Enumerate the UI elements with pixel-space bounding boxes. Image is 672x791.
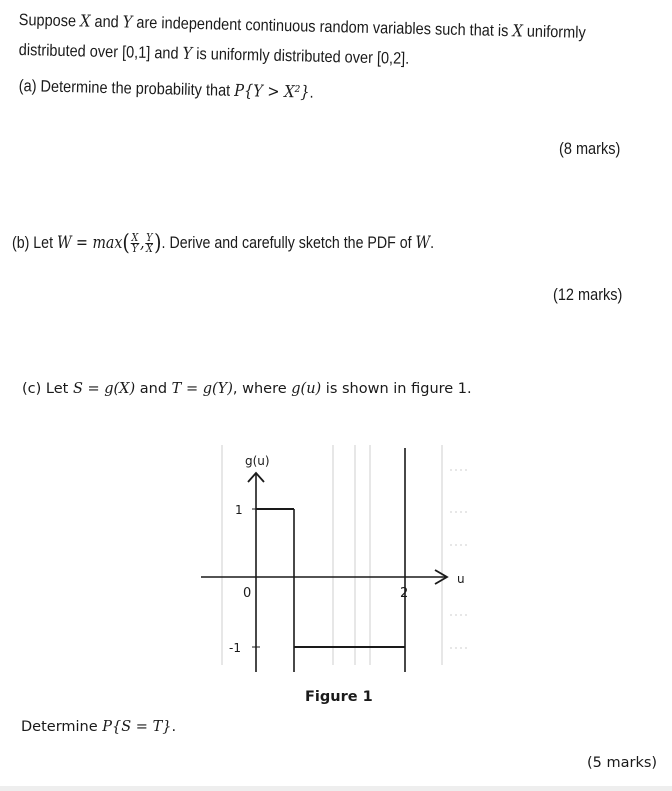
y-axis-label: g(u)	[245, 454, 270, 468]
scan-guide-lines	[222, 445, 467, 665]
question-b: (b) Let W = max( $\frac{X}{Y}$ , $\frac{Y}{X}$ ). Derive and carefully sketch the PDF of W.	[12, 231, 435, 256]
question-c-determine: Determine P{S = T}.	[21, 719, 177, 735]
intro-line-1: Suppose X and Y are independent continuous random variables such that is X uniformly	[18, 10, 586, 42]
marks-b: (12 marks)	[553, 286, 623, 304]
fraction-x-over-y: $\frac{X}{Y}$	[131, 231, 139, 255]
intro-line-2: distributed over [0,1] and Y is uniformly distributed over [0,2].	[18, 40, 410, 68]
marks-c: (5 marks)	[587, 755, 658, 771]
x-axis-label: u	[457, 572, 465, 586]
tick-label-y-neg1: -1	[229, 641, 241, 655]
question-a: (a) Determine the probability that P{Y > X²}.	[18, 76, 314, 102]
tick-label-origin: 0	[243, 586, 252, 601]
marks-a: (8 marks)	[559, 140, 621, 158]
tick-label-y-1: 1	[235, 503, 243, 517]
page-bottom-edge	[0, 786, 672, 791]
question-c: (c) Let S = g(X) and T = g(Y), where g(u) is shown in figure 1.	[22, 381, 472, 397]
figure-caption: Figure 1	[305, 689, 373, 705]
figure-1-graph	[195, 440, 485, 680]
tick-label-x-2: 2	[400, 586, 409, 601]
fraction-y-over-x: $\frac{Y}{X}$	[145, 231, 153, 255]
g-function-plot	[256, 448, 405, 672]
